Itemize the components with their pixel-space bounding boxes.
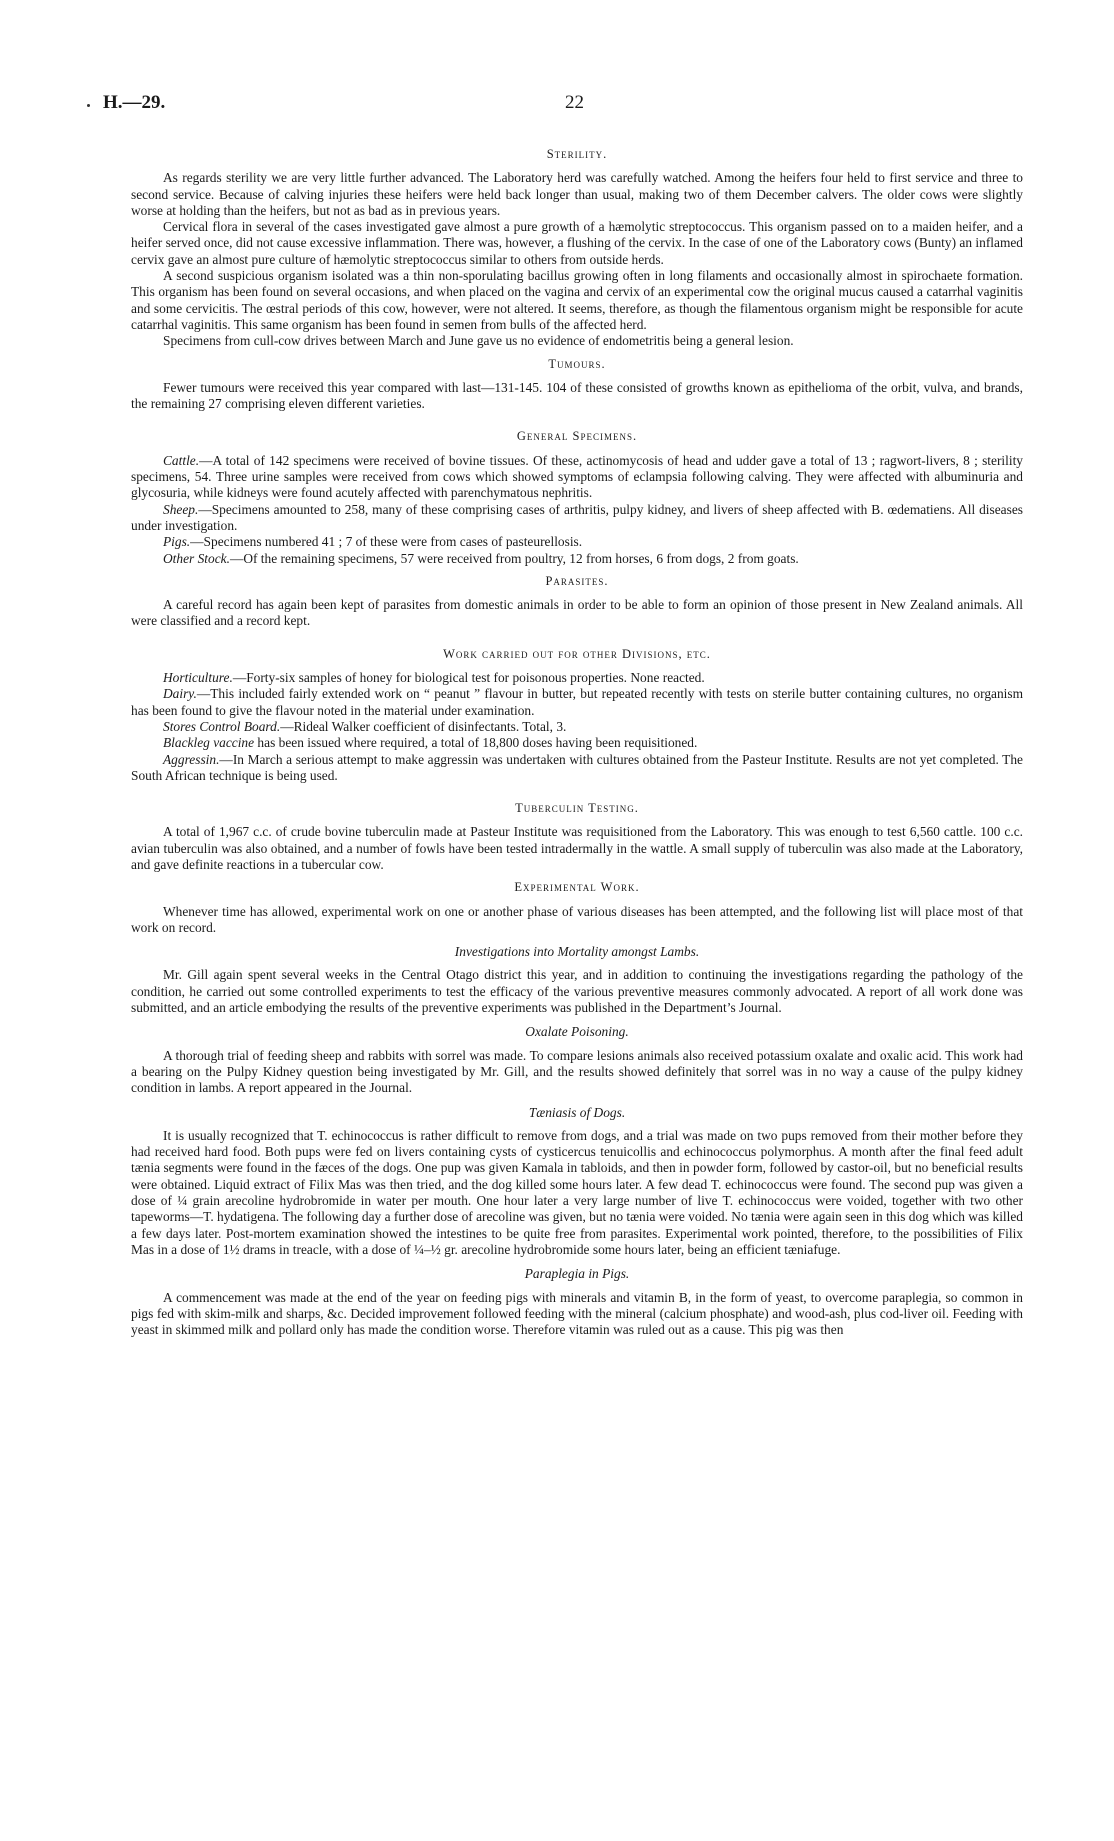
paragraph: A careful record has again been kept of parasites from domestic animals in order to be able to form an opinion of those present in New Zealand animals. All were classified and a record kept. <box>131 597 1023 629</box>
lead-term: Aggressin. <box>163 751 220 767</box>
paragraph: It is usually recognized that T. echinococcus is rather difficult to remove from dogs, and a trial was made on two pups removed from their mother before they had received hard food. Both pups were fed on livers containing cysts of cysticercus tenuicollis and echinococcus polymorphus. A month after the final feed adult tænia segments were found in the fæces of the dogs. One pup was given Kamala in tabloids, and then in powder form, followed by castor-oil, but no beneficial results were obtained. Liquid extract of Filix Mas was then tried, and the dog killed some hours later. A few dead T. echinococcus were found. The second pup was given a dose of ¼ grain arecoline hydrobromide in water per mouth. One hour later a very large number of live T. echinococcus were voided, together with two other tapeworms—T. hydatigena. The following day a further dose of arecoline was given, but no tænia were voided. No tænia were again seen in this dog which was killed a few days later. Post-mortem examination showed the intestines to be quite free from parasites. Experimental work pointed, therefore, to the possibilities of Filix Mas in a dose of 1½ drams in treacle, with a dose of ¼–½ gr. arecoline hydrobromide some hours later, being an efficient tæniafuge. <box>131 1127 1023 1257</box>
paragraph: Specimens from cull-cow drives between March and June gave us no evidence of endometritis being a general lesion. <box>163 333 794 349</box>
page-header <box>103 92 1023 118</box>
paragraph: Whenever time has allowed, experimental work on one or another phase of various diseases has been attempted, and the following list will place most of that work on record. <box>131 903 1023 935</box>
document-code: H.—29. <box>103 92 166 113</box>
paragraph-dairy: Dairy.—This included fairly extended work on “ peanut ” flavour in butter, but repeated recently with tests on sterile butter containing cultures, no organism has been found to give the flavour noted in the material under examination. <box>131 686 1023 718</box>
section-heading-sterility: Sterility. <box>546 147 608 161</box>
lead-term: Horticulture. <box>163 670 233 686</box>
lead-term: Cattle. <box>163 452 200 468</box>
section-heading-parasites: Parasites. <box>545 573 609 588</box>
paragraph: Cervical flora in several of the cases investigated gave almost a pure growth of a hæmolytic streptococcus. This organism passed on to a maiden heifer, and a heifer served once, did not cause excessive inflammation. There was, however, a flushing of the cervix. In the case of one of the Laboratory cows (Bunty) an inflamed cervix gave an almost pure culture of hæmolytic streptococcus similar to others from outside herds. <box>131 219 1023 267</box>
paragraph-sheep: Sheep.—Specimens amounted to 258, many of these comprising cases of arthritis, pulpy kidney, and livers of sheep affected with B. œdematiens. All diseases under investigation. <box>131 501 1023 533</box>
paragraph: As regards sterility we are very little further advanced. The Laboratory herd was carefully watched. Among the heifers four held to first service and three to second service. Because of calving injuries these heifers were held back longer than usual, making two of them December calvers. The older cows were slightly worse at holding than the heifers, but not as bad as in previous years. <box>131 170 1023 218</box>
paragraph-blackleg: Blackleg vaccine has been issued where required, a total of 18,800 doses having been requisitioned. <box>163 735 698 751</box>
paragraph: Mr. Gill again spent several weeks in the Central Otago district this year, and in addition to continuing the investigations regarding the pathology of the condition, he carried out some controlled experiments to test the efficacy of the various preventive measures commonly advocated. A report of all work done was submitted, and an article embodying the results of the preventive experiments was published in the Department’s Journal. <box>131 967 1023 1016</box>
section-heading-tuberculin: Tuberculin Testing. <box>515 801 639 816</box>
paragraph-pigs: Pigs.—Specimens numbered 41 ; 7 of these were from cases of pasteurellosis. <box>163 534 583 550</box>
paragraph-aggressin: Aggressin.—In March a serious attempt to make aggressin was undertaken with cultures obtained from the Pasteur Institute. Results are not yet completed. The South African technique is being used. <box>131 751 1023 783</box>
subheading-paraplegia: Paraplegia in Pigs. <box>524 1266 630 1282</box>
lead-term: Blackleg vaccine <box>163 735 255 751</box>
lead-term: Stores Control Board. <box>163 718 281 734</box>
paragraph-horticulture: Horticulture.—Forty-six samples of honey for biological test for poisonous properties. None reacted. <box>163 670 705 686</box>
margin-dot <box>87 104 90 107</box>
section-heading-general-specimens: General Specimens. <box>516 429 638 444</box>
section-heading-other-divisions: Work carried out for other Divisions, etc. <box>443 646 711 661</box>
lead-term: Pigs. <box>163 534 191 550</box>
paragraph-stores-control: Stores Control Board.—Rideal Walker coefficient of disinfectants. Total, 3. <box>163 718 567 734</box>
paragraph-cattle: Cattle.—A total of 142 specimens were received of bovine tissues. Of these, actinomycosis of head and udder gave a total of 13 ; ragwort-livers, 8 ; sterility specimens, 54. Three urine samples were received from cows which showed symptoms of eclampsia following calving. They were affected with albuminuria and glycosuria, while kidneys were found acutely affected with parenchymatous nephritis. <box>131 452 1023 501</box>
paragraph: Fewer tumours were received this year compared with last—131-145. 104 of these consisted of growths known as epithelioma of the orbit, vulva, and brands, the remaining 27 comprising eleven different varieties. <box>131 379 1023 412</box>
section-heading-tumours: Tumours. <box>548 356 606 371</box>
page-number: 22 <box>565 92 584 113</box>
paragraph: A second suspicious organism isolated was a thin non-sporulating bacillus growing often in long filaments and occasionally almost in spirochaete formation. This organism has been found on several occasions, and when placed on the vagina and cervix of an experimental cow the original mucus caused a catarrhal vaginitis and some cervicitis. The œstral periods of this cow, however, were not altered. It seems, therefore, as though the filamentous organism might be responsible for acute catarrhal vaginitis. This same organism has been found in semen from bulls of the affected herd. <box>131 268 1023 332</box>
paragraph: A thorough trial of feeding sheep and rabbits with sorrel was made. To compare lesions animals also received potassium oxalate and oxalic acid. This work had a bearing on the Pulpy Kidney question being investigated by Mr. Gill, and the results showed definitely that sorrel was in no way a cause of the pulpy kidney condition in lambs. A report appeared in the Journal. <box>131 1047 1023 1096</box>
paragraph-other-stock: Other Stock.—Of the remaining specimens, 57 were received from poultry, 12 from horses, 6 from dogs, 2 from goats. <box>163 550 799 566</box>
page-body <box>131 140 1023 1338</box>
lead-term: Sheep. <box>163 501 199 517</box>
paragraph: A total of 1,967 c.c. of crude bovine tuberculin made at Pasteur Institute was requisitioned from the Laboratory. This was enough to test 6,560 cattle. 100 c.c. avian tuberculin was also obtained, and a number of fowls have been tested intradermally in the wattle. A small supply of tuberculin was also made at the Laboratory, and gave definite reactions in a tubercular cow. <box>131 824 1023 872</box>
subheading-lambs: Investigations into Mortality amongst Lambs. <box>454 944 700 960</box>
subheading-oxalate: Oxalate Poisoning. <box>525 1024 629 1040</box>
lead-term: Dairy. <box>163 686 197 702</box>
section-heading-experimental: Experimental Work. <box>514 880 640 895</box>
subheading-taeniasis: Tæniasis of Dogs. <box>528 1104 626 1120</box>
lead-term: Other Stock. <box>163 550 230 566</box>
paragraph: A commencement was made at the end of the year on feeding pigs with minerals and vitamin B, in the form of yeast, to overcome paraplegia, so common in pigs fed with skim-milk and sharps, &c. Decided improvement followed feeding with the mineral (calcium phosphate) and wood-ash, plus cod-liver oil. Feeding with yeast in skimmed milk and pollard only has made the condition worse. Therefore vitamin was ruled out as a cause. This pig was then <box>131 1289 1023 1338</box>
